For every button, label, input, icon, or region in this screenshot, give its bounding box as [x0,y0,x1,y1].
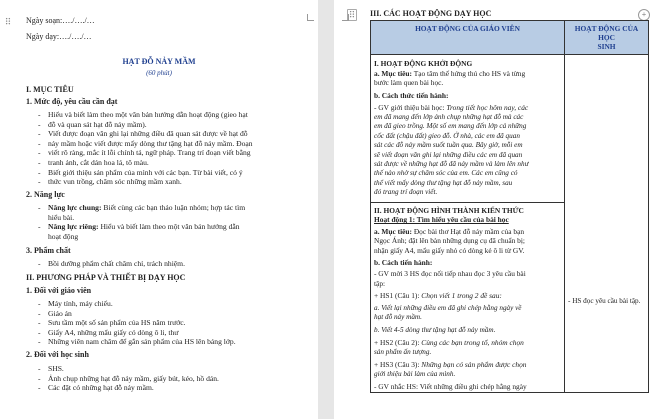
activity-2-title: II. HOẠT ĐỘNG HÌNH THÀNH KIẾN THỨC [374,205,524,215]
list-item: - thức vun trồng, chăm sóc những mầm xanh. [36,177,253,187]
list-item: + HS2 (Câu 2): Cùng các bạn trong tổ, nhóm chọn [374,338,524,348]
right-document-page [334,0,650,419]
qualities-list [36,259,185,269]
list-item: - viết rõ ràng, mắc ít lỗi chính tả, ngữ pháp. Trang trí đoạn viết bằng [36,148,253,158]
teacher-materials-list [36,299,236,347]
activity-2-steps: b. Cách tiến hành: [374,257,433,267]
row-divider [371,202,564,203]
student-note: - HS đọc yêu cầu bài tập. [568,297,641,305]
subsection-competence: 2. Năng lực [26,190,65,199]
drag-handle-icon[interactable]: ⠿ [4,17,12,27]
requirements-list [36,110,253,187]
activity-1-goal-cont: bước làm quen bài học. [374,78,444,88]
list-item: - Giấy A4, những mẩu giấy có dòng ô li, thư [36,328,236,338]
list-item: - GV mời 3 HS đọc nối tiếp nhau đọc 3 yêu cầu bài [374,269,526,279]
list-item: - đỗ và quan sát hạt đỗ nảy mầm). [36,120,253,130]
activity-1-steps: b. Cách thức tiến hành: [374,90,449,100]
subsection-qualities: 3. Phẩm chất [26,246,71,255]
list-item: em đã gieo trồng. Một số em mang đến lớp cả những [374,122,527,131]
date-prepared: Ngày soạn:…./…./… [26,16,95,25]
list-item: - Các đặt có những hạt đỗ nảy mầm. [36,383,219,393]
list-item: - tranh ảnh, cắt dán hoa lá, tô màu. [36,158,253,168]
list-item: - Hiểu và biết làm theo một văn bản hướng dẫn hoạt động (gieo hạt [36,110,253,120]
list-item: giới thiệu bài làm của mình. [374,369,456,378]
student-cell-spacer [565,55,648,297]
date-teaching: Ngày dạy:…./…./… [26,32,92,41]
list-item: - SHS. [36,364,219,374]
list-item: + HS3 (Câu 3): Những bạn có sản phẩm được chọn [374,360,527,370]
teacher-activity-cell[interactable] [371,55,565,393]
activity-2-goal-cont: Ngọc Ánh; đặt lên bàn những dụng cụ đã chuẩn bị; [374,236,525,246]
activity-1-goal: a. Mục tiêu: Tạo tâm thế hứng thú cho HS và từng [374,68,526,78]
list-item: - Máy tính, máy chiếu. [36,299,236,309]
page-corner-mark [307,14,314,21]
col-header-teacher: HOẠT ĐỘNG CỦA GIÁO VIÊN [371,21,565,55]
list-item: - Năng lực chung: Biết cùng các bạn thảo luận nhóm; hợp tác tìm [38,203,246,212]
list-item: - Viết được đoạn văn ghi lại những điều đã quan sát được về hạt đỗ [36,129,253,139]
list-item: hoạt động [48,231,79,241]
lesson-title: HẠT ĐỖ NẢY MẦM [122,57,196,66]
activity-1-title: I. HOẠT ĐỘNG KHỞI ĐỘNG [374,59,473,68]
subsection-student: 2. Đối với học sinh [26,350,89,359]
list-item: thế nào nhờ sự chăm sóc của em. Các em cũng có [374,169,518,178]
list-item: - nảy mầm hoặc viết được mấy dòng thư tặng hạt đỗ nảy mầm. Đoạn [36,139,253,149]
student-activity-cell[interactable] [565,55,649,393]
page-corner-mark [342,14,349,21]
list-item: b. Viết 4-5 dòng thư tặng hạt đỗ nảy mầm. [374,325,496,334]
activity-2-subtitle: Hoạt động 1: Tìm hiểu yêu cầu của bài học [374,215,509,225]
list-item: + HS1 (Câu 1): Chọn viết 1 trong 2 đề sau: [374,291,502,301]
add-column-icon[interactable]: + [638,9,650,21]
list-item: - GV nhắc HS: Viết những điều ghi chép hằng ngày [374,382,527,392]
list-item: em đã mang đến lớp ảnh chụp những hạt đỗ mà các [374,112,524,121]
list-item: hạt đỗ nảy mầm. [374,313,422,322]
left-document-page [0,0,318,419]
student-materials-list [36,364,219,393]
competence-list [36,203,245,241]
list-item: thể viết mấy dòng thư tặng hạt đỗ nảy mầm, sau [374,178,513,187]
section-methods: II. PHƯƠNG PHÁP VÀ THIẾT BỊ DẠY HỌC [26,273,186,282]
activity-2-goal-cont: nhận giấy A4, mẩu giấy nhỏ có dòng kẻ ô li từ GV. [374,246,525,255]
list-item: - Giáo án [36,309,236,319]
list-item: - Biết giới thiệu sản phẩm của mình với các bạn. Từ bài viết, có ý [36,168,253,178]
list-item: - Sưu tầm một số sản phẩm của HS năm trước. [36,318,236,328]
list-item: - Bồi dưỡng phẩm chất chăm chỉ, trách nhiệm. [36,259,185,269]
list-item: - Những viên nam châm để gắn sản phẩm của HS lên bảng lớp. [36,337,236,347]
list-item: - GV giới thiệu bài học: Trong tiết học hôm nay, các [374,103,529,113]
table-move-handle-icon[interactable]: ⠿ [348,10,356,20]
list-item: tập: [374,278,386,288]
list-item: sát các đỗ nảy mầm suốt tuần qua. Bây giờ, mỗi em [374,141,523,150]
lesson-duration: (60 phút) [146,69,172,77]
list-item: hiểu bài. [48,212,75,222]
list-item: cốc đất (chậu đất) gieo đỗ. Ở nhà, các em đã quan [374,131,520,140]
section-objectives: I. MỤC TIÊU [26,85,74,94]
list-item: a. Viết lại những điều em đã ghi chép hằng ngày về [374,303,522,312]
activity-2-goal: a. Mục tiêu: Đọc bài thơ Hạt đỗ nảy mầm của bạn [374,226,525,236]
list-item: - Ảnh chụp những hạt đỗ nảy mầm, giấy bút, kéo, hồ dán. [36,374,219,384]
subsection-teacher: 1. Đối với giáo viên [26,286,92,295]
list-item: sản phẩm ấn tượng. [374,347,432,356]
list-item: sát được về những hạt đỗ đã nảy mầm và làm lên như [374,160,529,168]
list-item: đó trang trí đoạn viết. [374,188,438,197]
list-item: sẽ viết đoạn văn ghi lại những điều các em đã quan [374,150,523,159]
col-header-student: HOẠT ĐỘNG CỦA HỌC SINH [565,21,649,55]
activities-table [370,20,649,393]
subsection-requirements: 1. Mức độ, yêu cầu cần đạt [26,97,118,106]
section-activities: III. CÁC HOẠT ĐỘNG DẠY HỌC [370,9,492,18]
list-item: - Năng lực riêng: Hiểu và biết làm theo một văn bản hướng dẫn [38,222,240,232]
